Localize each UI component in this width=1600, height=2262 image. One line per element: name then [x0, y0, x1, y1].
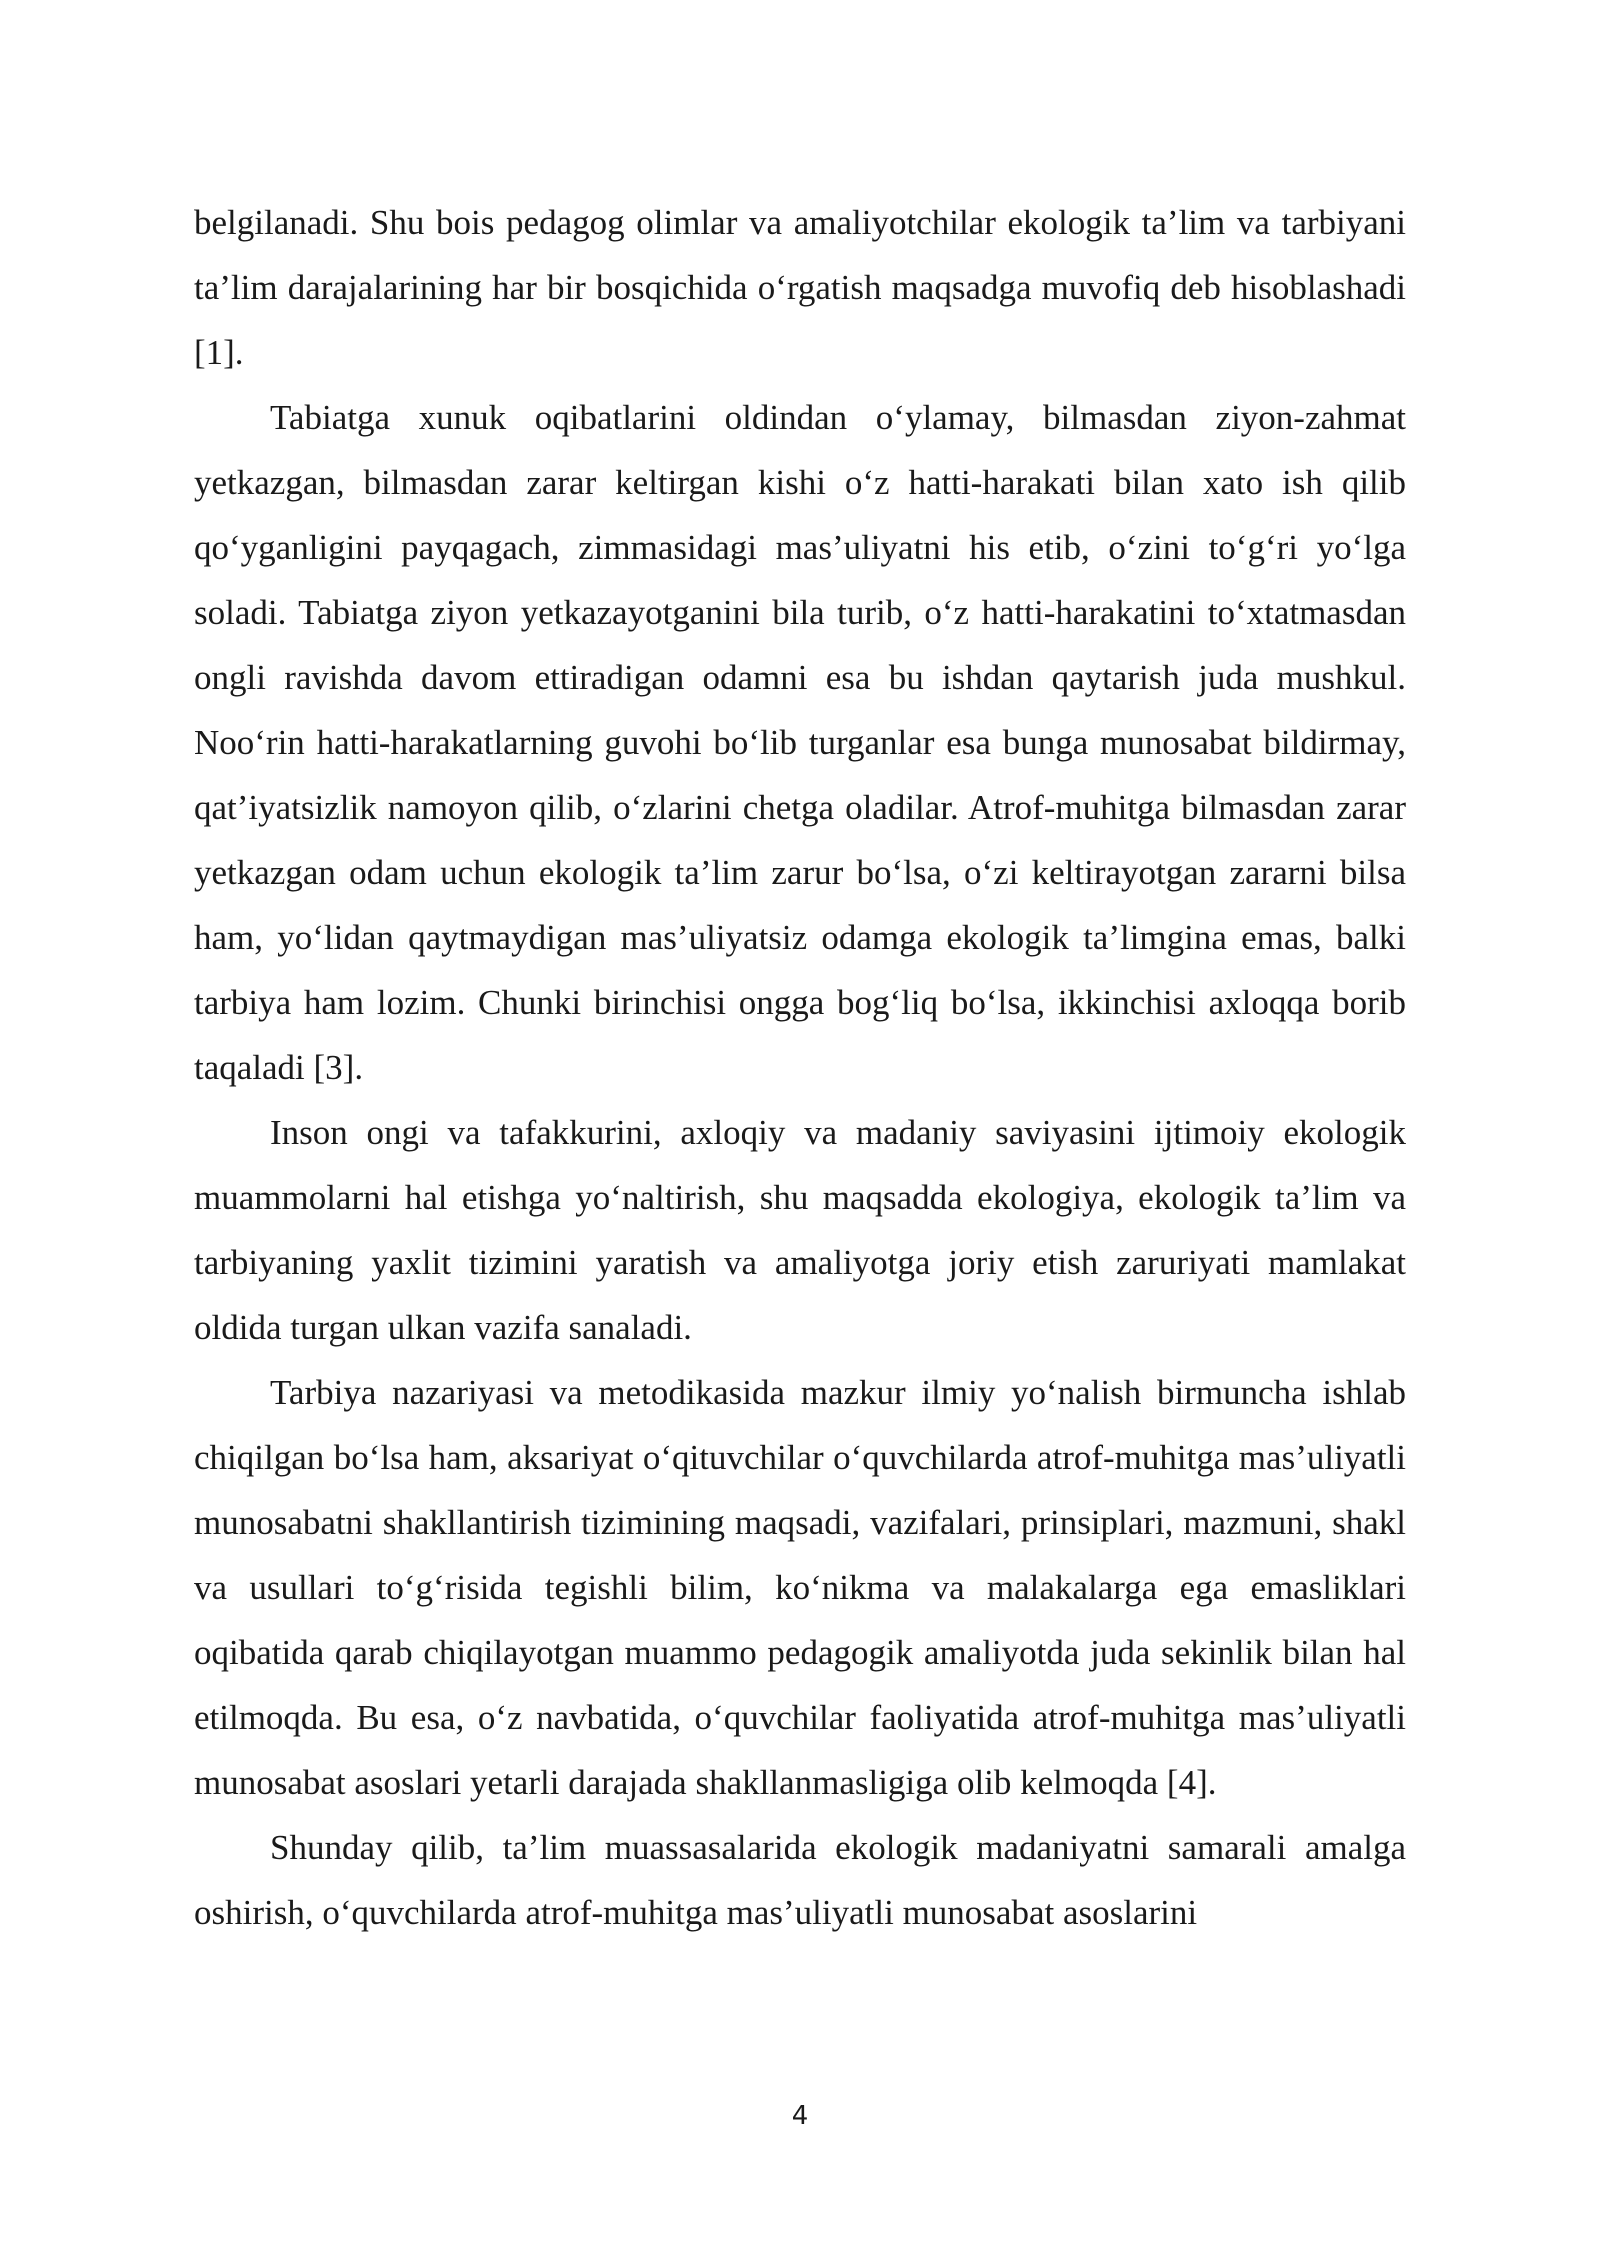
- document-body: [194, 190, 1406, 1945]
- paragraph-tabiatga: Tabiatga xunuk oqibatlarini oldindan o‘ylamay, bilmasdan ziyon-zahmat yetkazgan, bilmasdan zarar keltirgan kishi o‘z hatti-harakati bilan xato ish qilib qo‘yganligini payqagach, zimmasidagi mas’uliyatni his etib, o‘zini to‘g‘ri yo‘lga soladi. Tabiatga ziyon yetkazayotganini bila turib, o‘z hatti-harakatini to‘xtatmasdan ongli ravishda davom ettiradigan odamni esa bu ishdan qaytarish juda mushkul. Noo‘rin hatti-harakatlarning guvohi bo‘lib turganlar esa bunga munosabat bildirmay, qat’iyatsizlik namoyon qilib, o‘zlarini chetga oladilar. Atrof-muhitga bilmasdan zarar yetkazgan odam uchun ekologik ta’lim zarur bo‘lsa, o‘zi keltirayotgan zararni bilsa ham, yo‘lidan qaytmaydigan mas’uliyatsiz odamga ekologik ta’limgina emas, balki tarbiya ham lozim. Chunki birinchisi ongga bog‘liq bo‘lsa, ikkinchisi axloqqa borib taqaladi [3].: [194, 398, 1406, 1087]
- paragraph-shunday-qilib: Shunday qilib, ta’lim muassasalarida ekologik madaniyatni samarali amalga oshirish, o‘quvchilarda atrof-muhitga mas’uliyatli munosabat asoslarini: [194, 1828, 1406, 1932]
- paragraph-tarbiya-nazariyasi: Tarbiya nazariyasi va metodikasida mazkur ilmiy yo‘nalish birmuncha ishlab chiqilgan bo‘lsa ham, aksariyat o‘qituvchilar o‘quvchilarda atrof-muhitga mas’uliyatli munosabatni shakllantirish tizimining maqsadi, vazifalari, prinsiplari, mazmuni, shakl va usullari to‘g‘risida tegishli bilim, ko‘nikma va malakalarga ega emasliklari oqibatida qarab chiqilayotgan muammo pedagogik amaliyotda juda sekinlik bilan hal etilmoqda. Bu esa, o‘z navbatida, o‘quvchilar faoliyatida atrof-muhitga mas’uliyatli munosabat asoslari yetarli darajada shakllanmasligiga olib kelmoqda [4].: [194, 1373, 1406, 1802]
- page-number: 4: [791, 2101, 809, 2131]
- paragraph-continuation: belgilanadi. Shu bois pedagog olimlar va amaliyotchilar ekologik ta’lim va tarbiyani ta’lim darajalarining har bir bosqichida o‘rgatish maqsadga muvofiq deb hisoblashadi [1].: [194, 203, 1406, 372]
- paragraph-inson-ongi: Inson ongi va tafakkurini, axloqiy va madaniy saviyasini ijtimoiy ekologik muammolarni hal etishga yo‘naltirish, shu maqsadda ekologiya, ekologik ta’lim va tarbiyaning yaxlit tizimini yaratish va amaliyotga joriy etish zaruriyati mamlakat oldida turgan ulkan vazifa sanaladi.: [194, 1113, 1406, 1347]
